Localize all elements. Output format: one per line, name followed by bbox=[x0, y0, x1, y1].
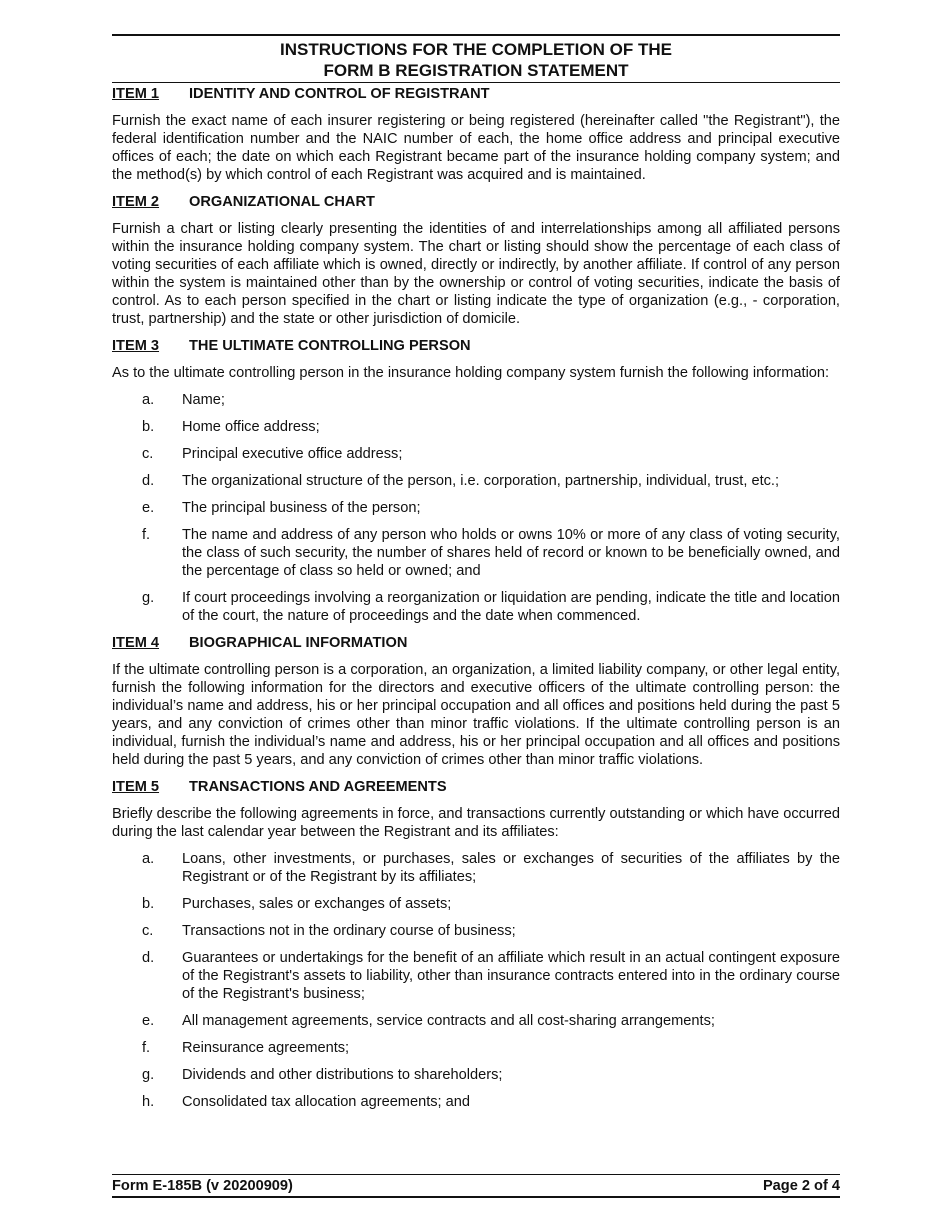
item-4-heading bbox=[112, 634, 840, 652]
item-1-title: IDENTITY AND CONTROL OF REGISTRANT bbox=[189, 86, 490, 102]
list-item-letter: c. bbox=[142, 446, 154, 462]
list-item bbox=[112, 589, 840, 625]
item-4-text: If the ultimate controlling person is a corporation, an organization, a limited liability company, or other legal entity, furnish the following information for the directors and executive officers of the ultimate controlling person: the individual’s name and address, his or her principal occupation and all offices and positions held during the past 5 years, and any conviction of crimes other than minor traffic violations. If the ultimate controlling person is an individual, furnish the individual’s name and address, his or her principal occupation and all offices and positions held during the past 5 years, and any conviction of crimes other than minor traffic violations. bbox=[112, 662, 840, 768]
list-item-letter: a. bbox=[142, 851, 155, 867]
list-item-text: Principal executive office address; bbox=[182, 446, 403, 462]
list-item-letter: b. bbox=[142, 896, 155, 912]
item-4-title: BIOGRAPHICAL INFORMATION bbox=[189, 635, 408, 651]
list-item-letter: f. bbox=[142, 527, 151, 543]
item-5-text: Briefly describe the following agreements in force, and transactions currently outstanding or which have occurred during the last calendar year between the Registrant and its affiliates: bbox=[112, 806, 840, 840]
list-item-letter: f. bbox=[142, 1040, 151, 1056]
top-rule bbox=[112, 34, 840, 36]
list-item-text: Guarantees or undertakings for the benefit of an affiliate which result in an actual contingent exposure of the Registrant's assets to liability, other than insurance contracts entered into in the ordinary course of the Registrant's business; bbox=[182, 950, 840, 1002]
item-2-heading bbox=[112, 193, 840, 211]
list-item-letter: g. bbox=[142, 590, 155, 606]
form-identifier: Form E-185B (v 20200909) bbox=[112, 1178, 293, 1194]
list-item-text: Reinsurance agreements; bbox=[182, 1040, 350, 1056]
item-4-number: ITEM 4 bbox=[112, 635, 160, 651]
list-item bbox=[112, 922, 840, 940]
item-2-text: Furnish a chart or listing clearly presenting the identities of and interrelationships among all affiliated persons within the insurance holding company system. The chart or listing should show the percentage of each class of voting securities of each affiliate which is owned, directly or indirectly, by another affiliate. If control of any person within the system is maintained other than by the ownership or control of voting securities, indicate the basis of control. As to each person specified in the chart or listing indicate the type of organization (e.g., - corporation, trust, partnership) and the state or other jurisdiction of domicile. bbox=[112, 221, 840, 327]
list-item-letter: h. bbox=[142, 1094, 155, 1110]
list-item-text: All management agreements, service contracts and all cost-sharing arrangements; bbox=[182, 1013, 715, 1029]
list-item bbox=[112, 445, 840, 463]
list-item-letter: d. bbox=[142, 950, 155, 966]
item-5-section bbox=[112, 778, 840, 1111]
item-1-number: ITEM 1 bbox=[112, 86, 160, 102]
item-2-section bbox=[112, 193, 840, 328]
title-rule bbox=[112, 82, 840, 83]
list-item-text: Home office address; bbox=[182, 419, 320, 435]
page-footer bbox=[112, 1174, 840, 1198]
item-5-list bbox=[112, 850, 840, 1111]
item-4-section bbox=[112, 634, 840, 769]
list-item-letter: a. bbox=[142, 392, 155, 408]
item-3-heading bbox=[112, 337, 840, 355]
list-item-letter: d. bbox=[142, 473, 155, 489]
item-1-heading bbox=[112, 85, 840, 103]
list-item bbox=[112, 418, 840, 436]
list-item-text: Loans, other investments, or purchases, sales or exchanges of securities of the affiliates by the Registrant or of the Registrant by its affiliates; bbox=[182, 851, 840, 885]
item-5-title: TRANSACTIONS AND AGREEMENTS bbox=[189, 779, 447, 795]
list-item-letter: c. bbox=[142, 923, 154, 939]
list-item-letter: e. bbox=[142, 1013, 155, 1029]
list-item-letter: b. bbox=[142, 419, 155, 435]
list-item-text: Name; bbox=[182, 392, 225, 408]
list-item bbox=[112, 472, 840, 490]
list-item-text: The name and address of any person who holds or owns 10% or more of any class of voting security, the class of such security, the number of shares held of record or known to be beneficially owned, and the percentage of class so held or owned; and bbox=[182, 527, 840, 579]
list-item-text: The principal business of the person; bbox=[182, 500, 421, 516]
title-line-1: INSTRUCTIONS FOR THE COMPLETION OF THE bbox=[280, 40, 672, 59]
document-title bbox=[112, 39, 840, 81]
list-item bbox=[112, 1012, 840, 1030]
item-2-title: ORGANIZATIONAL CHART bbox=[189, 194, 375, 210]
page-number: Page 2 of 4 bbox=[762, 1178, 840, 1194]
item-2-number: ITEM 2 bbox=[112, 194, 160, 210]
list-item-text: The organizational structure of the person, i.e. corporation, partnership, individual, trust, etc.; bbox=[182, 473, 780, 489]
title-line-2: FORM B REGISTRATION STATEMENT bbox=[323, 61, 629, 80]
item-5-heading bbox=[112, 778, 840, 796]
item-3-number: ITEM 3 bbox=[112, 338, 160, 354]
list-item-text: Consolidated tax allocation agreements; and bbox=[182, 1094, 471, 1110]
item-3-text: As to the ultimate controlling person in the insurance holding company system furnish the following information: bbox=[112, 365, 830, 381]
item-1-text: Furnish the exact name of each insurer registering or being registered (hereinafter called "the Registrant"), the federal identification number and the NAIC number of each, the home office address and principal executive offices of each; the date on which each Registrant became part of the insurance holding company system; and the method(s) by which control of each Registrant was acquired and is maintained. bbox=[112, 113, 840, 183]
list-item bbox=[112, 1066, 840, 1084]
item-1-section bbox=[112, 85, 840, 184]
list-item-letter: g. bbox=[142, 1067, 155, 1083]
list-item-text: If court proceedings involving a reorganization or liquidation are pending, indicate the title and location of the court, the nature of proceedings and the date when commenced. bbox=[182, 590, 840, 624]
list-item-text: Dividends and other distributions to shareholders; bbox=[182, 1067, 503, 1083]
list-item bbox=[112, 949, 840, 1003]
item-3-title: THE ULTIMATE CONTROLLING PERSON bbox=[189, 338, 471, 354]
item-3-section bbox=[112, 337, 840, 625]
list-item bbox=[112, 895, 840, 913]
item-3-list bbox=[112, 391, 840, 625]
list-item bbox=[112, 1093, 840, 1111]
list-item bbox=[112, 526, 840, 580]
list-item bbox=[112, 1039, 840, 1057]
list-item bbox=[112, 391, 840, 409]
item-5-number: ITEM 5 bbox=[112, 779, 160, 795]
document-page bbox=[112, 34, 840, 1111]
list-item-letter: e. bbox=[142, 500, 155, 516]
list-item bbox=[112, 499, 840, 517]
list-item-text: Purchases, sales or exchanges of assets; bbox=[182, 896, 452, 912]
list-item bbox=[112, 850, 840, 886]
list-item-text: Transactions not in the ordinary course of business; bbox=[182, 923, 516, 939]
